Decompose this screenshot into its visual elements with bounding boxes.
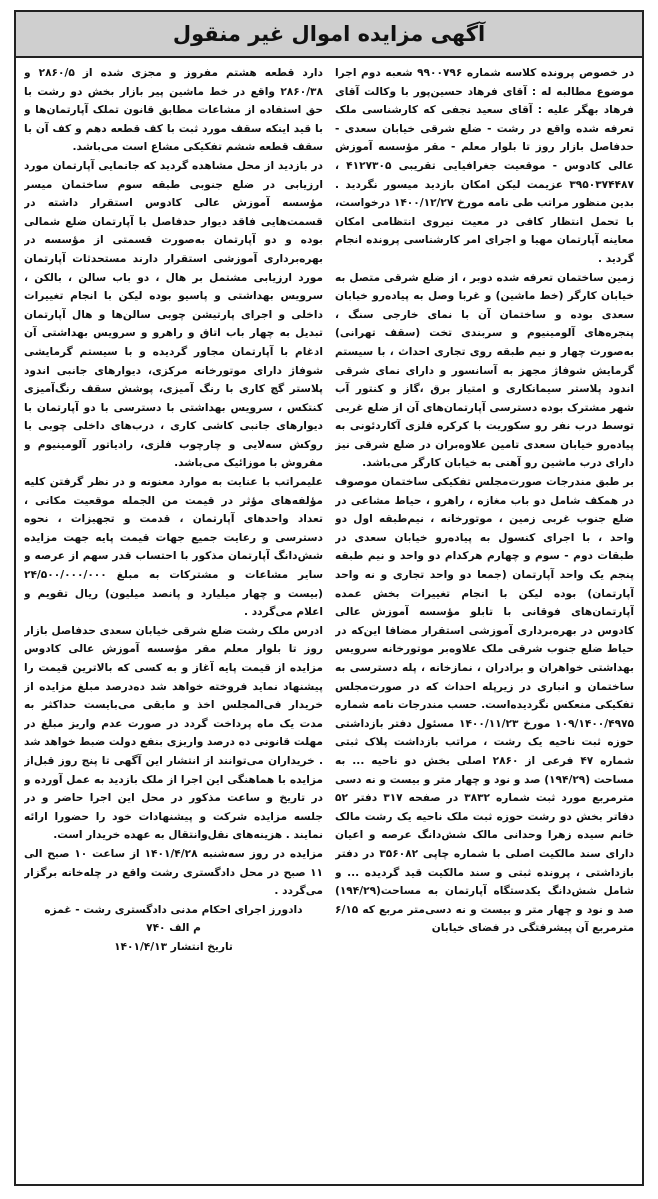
publish-date: تاریخ انتشار ۱۴۰۱/۴/۱۳ [114, 940, 233, 953]
paragraph: بر طبق مندرجات صورت‌مجلس تفکیکی ساختمان موصوف در همکف شامل دو باب مغازه ، راهرو ، حیاط مشاعی در ضلع جنوب غربی زمین ، موتورخانه ، نیم‌طبقه اول دو واحد ، با اجرای کنسول به پیاده‌رو خیابان سعدی در طبقات دوم - سوم و چهارم هرکدام دو واحد و نیم طبقه پنجم یک واحد آپارتمان (جمعا دو واحد تجاری و نه واحد آپارتمان) بوده لیکن با انجام تغییرات بخش عمده آپارتمان‌های فوقانی با تابلو مؤسسه آموزش عالی کادوس در بهره‌برداری آموزشی استقرار مضافا این‌که در حیاط ضلع جنوب شرقی ملک علاوه‌بر موتورخانه سرویس بهداشتی خواهران و برادران ، نمازخانه ، پله دسترسی به ساختمان و انباری در زیرپله احداث که در صورت‌مجلس تفکیکی منعکس نگردیده‌است. حسب مندرجات نامه شماره ۱۰۹/۱۴۰۰/۴۹۷۵ مورخ ۱۴۰۰/۱۱/۲۳ مسئول دفتر بازداشتی حوزه ثبت ناحیه یک رشت ، مراتب بازداشت پلاک ثبتی شماره ۴۷ فرعی از ۲۸۶۰ اصلی بخش دو ناحیه ... به مساحت (۱۹۴/۲۹) صد و نود و چهار متر و بیست و نه دسی مترمربع مورد ثبت شماره ۳۸۳۲ در صفحه ۳۱۷ دفتر ۵۲ دفاتر بخش دو رشت حوزه ثبت ملک ناحیه یک رشت مالک خانم سیده زهرا وحدانی مالک شش‌دانگ عرصه و اعیان دارای سند مالکیت اصلی با شماره چاپی ۳۵۶۰۸۲ در دفتر بازداشتی ، پرونده ثبتی و سند مالکیت قید گردیده ... و شامل شش‌دانگ یکدستگاه آپارتمان به مساحت(۱۹۴/۲۹) صد و نود و چهار متر و بیست و نه دسی‌متر مربع که ۶/۱۵ مترمربع آن پیشرفتگی در فضای خیابان [335, 476, 634, 935]
left-column [24, 64, 323, 1176]
notice-page [14, 10, 644, 1186]
notice-title: آگهی مزایده اموال غیر منقول [172, 22, 486, 46]
notice-header [16, 12, 642, 58]
reference-number: م الف ۷۴۰ [146, 922, 201, 935]
paragraph: در خصوص پرونده کلاسه شماره ۹۹۰۰۷۹۶ شعبه دوم اجرا موضوع مطالبه له : آقای فرهاد حسین‌پور با وکالت آقای فرهاد بهگر علیه : آقای سعید نجفی که کارشناسی ملک تعرفه شده واقع در رشت - ضلع شرقی خیابان سعدی - حدفاصل بازار روز تا بلوار معلم - مقر مؤسسه آموزش عالی کادوس - موقعیت جغرافیایی تقریبی ۴۱۲۷۳۰۵ ، ۳۹۵۰۳۷۴۴۸۷ عزیمت لیکن امکان بازدید میسور نگردید . بدین منظور مراتب طی نامه مورخ ۱۴۰۰/۱۲/۲۷ درخواست، با تحمل انتظار کافی در معیت نیروی انتظامی امکان معاینه آپارتمان مهیا و اجرای امر کارشناسی پرونده انجام گردید . [335, 67, 634, 265]
paragraph: ادرس ملک رشت ضلع شرقی خیابان سعدی حدفاصل بازار روز تا بلوار معلم مقر مؤسسه آموزش عالی کادوس مزایده از قیمت پایه آغاز و به کسی که بالاترین قیمت را پیشنهاد نماید فروخته خواهد شد ده‌درصد مبلغ مزایده از خریدار فی‌المجلس اخذ و مابقی می‌بایست حداکثر به مدت یک ماه پرداخت گردد در صورت عدم واریز مبلغ در مهلت قانونی ده درصد واریزی بنفع دولت ضبط خواهد شد . خریداران می‌توانند از انتشار این آگهی تا پنج روز قبل‌از مزایده با هماهنگی این اجرا از ملک بازدید به عمل آورده و در تاریخ و ساعت مذکور در محل این اجرا حاضر و در جلسه مزایده شرکت و پیشنهادات خود را حضورا ارائه نمایند . هزینه‌های نقل‌وانتقال به عهده خریدار است. [24, 624, 323, 842]
signature-name: دادورز اجرای احکام مدنی دادگستری رشت - غمزه [44, 903, 303, 916]
paragraph: علیمراتب با عنایت به موارد معنونه و در نظر گرفتن کلیه مؤلفه‌های مؤثر در قیمت من الجمله موقعیت مکانی ، تعداد واحدهای آپارتمان ، قدمت و تجهیزات ، نحوه دسترسی و رعایت جمیع جهات قیمت پایه جهت مزایده شش‌دانگ آپارتمان مذکور با احتساب قدر سهم از عرصه و سایر مشاعات و مشترکات به مبلغ ۲۴/۵۰۰/۰۰۰/۰۰۰ (بیست و چهار میلیارد و پانصد میلیون) ریال تقویم و اعلام می‌گردد . [24, 476, 323, 619]
paragraph: در بازدید از محل مشاهده گردید که جانمایی آپارتمان مورد ارزیابی در ضلع جنوبی طبقه سوم ساختمان میسر مؤسسه آموزش عالی کادوس استقرار داشته در قسمت‌هایی فاقد دیوار حدفاصل با آپارتمان ضلع شمالی بوده و دو آپارتمان به‌صورت قسمتی از مؤسسه در بهره‌برداری آموزشی استقرار دارند مستحدثات آپارتمان مورد ارزیابی مشتمل بر هال ، دو باب سالن ، بالکن ، سرویس بهداشتی و پاسیو بوده لیکن با انجام تغییرات داخلی و اجرای پارتیشن چوبی سالن‌ها و هال آپارتمان تبدیل به چهار باب اتاق و راهرو و سرویس بهداشتی آن ادغام با آپارتمان مجاور گردیده و با سیستم گرمایشی شوفاژ دارای موتورخانه مرکزی، دیوارهای جانبی اندود پلاستر گچ کاری با رنگ آمیزی، پوشش سقف رنگ‌آمیزی کنتکس ، سرویس بهداشتی با دسترسی با دو آپارتمان با دیوارهای جانبی کاشی کاری ، درب‌های داخلی چوبی با روکش سه‌لایی و چارچوب فلزی، رادیاتور آلومینیوم و مفروش با موزائیک می‌باشد. [24, 159, 323, 470]
paragraph: دارد قطعه هشتم مفروز و مجزی شده از ۲۸۶۰/۵ و ۲۸۶۰/۳۸ واقع در خط ماشین پیر بازار بخش دو رشت با حق استفاده از مشاعات مطابق قانون تملک آپارتمان‌ها و با قید اینکه سقف مورد ثبت با کف قطعه دهم و کف آن با سقف قطعه ششم تفکیکی مشاع است می‌باشد. [24, 67, 323, 154]
paragraph: زمین ساختمان تعرفه شده دوبر ، از ضلع شرقی متصل به خیابان کارگر (خط ماشین) و غربا وصل به پیاده‌رو خیابان سعدی بوده و ساختمان آن با نمای خارجی سنگ ، پنجره‌های آلومینیوم و سربندی تخت (سقف تهرانی) به‌صورت چهار و نیم طبقه روی تجاری احداث ، با سیستم گرمایش شوفاژ مجهز به آسانسور و دارای نمای شرقی اندود پلاستر سیمانکاری و امتیاز برق ،گاز و کنتور آب شهر مشترک بوده دسترسی آپارتمان‌های آن از ضلع غربی توسط درب نفر رو سکوریت با کرکره فلزی آکاردئونی به پیاده‌رو خیابان سعدی تامین علاوه‌بران در ضلع شرقی نیز دارای درب ماشین رو آهنی به خیابان کارگر می‌باشد. [335, 271, 634, 470]
right-column [335, 64, 634, 1176]
paragraph: مزایده در روز سه‌شنبه ۱۴۰۱/۴/۲۸ از ساعت ۱۰ صبح الی ۱۱ صبح در محل دادگستری رشت واقع در چله‌خانه برگزار می‌گردد . [24, 847, 323, 898]
notice-body [24, 64, 634, 1176]
